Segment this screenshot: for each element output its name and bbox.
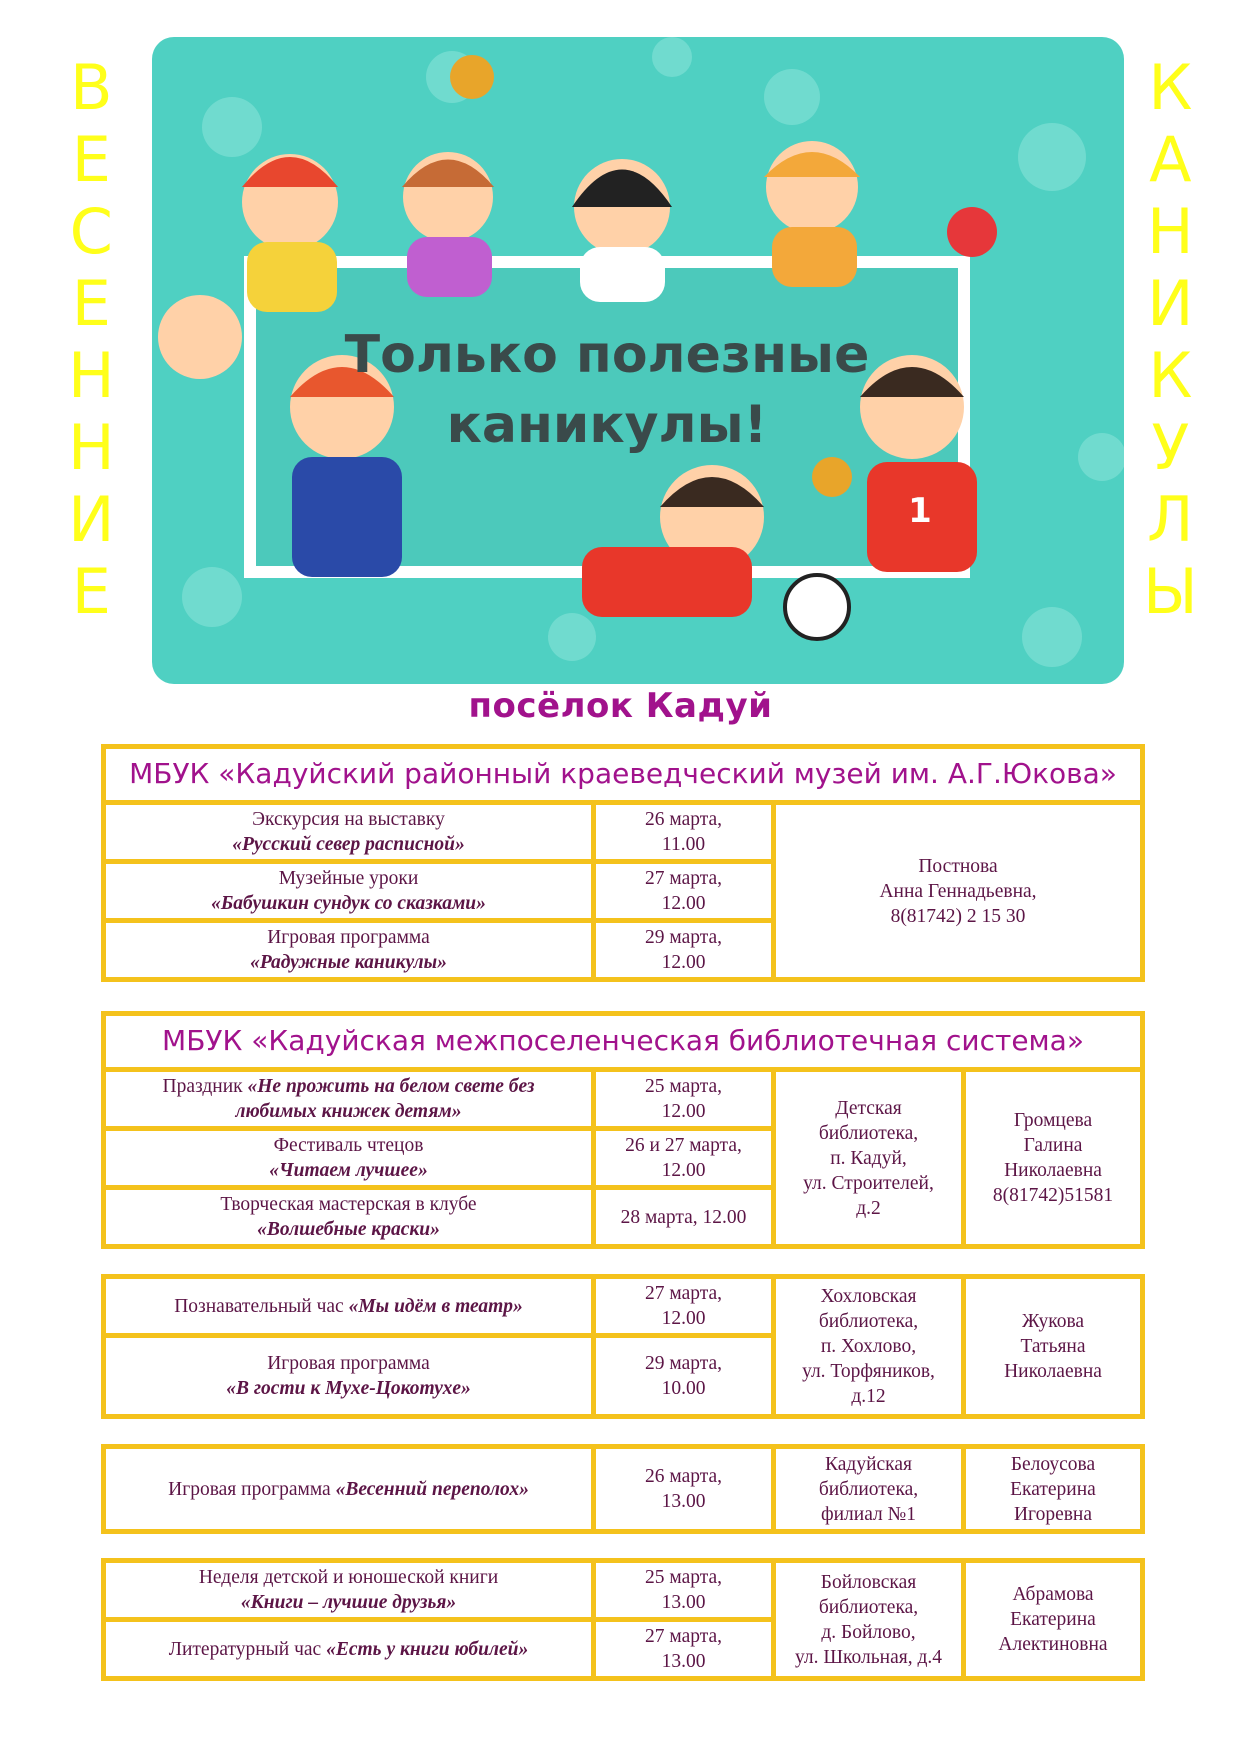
date-cell [596,1190,771,1244]
contact-phone: 8(81742)51581 [992,1185,1114,1206]
event-cell [106,1072,591,1126]
place-cell [776,1563,961,1676]
event-name: «Читаем лучшее» [269,1160,428,1181]
contact-line: Николаевна [1004,1361,1102,1382]
contact-line: Галина [1023,1135,1083,1156]
place-line: библиотека, [818,1311,919,1332]
place-line: Детская [835,1097,902,1119]
event-line [174,1294,523,1319]
contact-cell [966,1563,1140,1676]
time: 11.00 [661,834,706,855]
contact-cell [966,1072,1140,1244]
place-line: д.2 [856,1197,881,1219]
place-line: ул. Школьная, д.4 [794,1646,942,1668]
event-type: Игровая программа [267,1353,430,1374]
date-cell [596,1563,771,1617]
library-section-branch1 [101,1444,1145,1534]
place-line: д.12 [851,1386,886,1407]
place-line: ул. Торфяников, [802,1361,935,1382]
library-section-khokhlovo [101,1274,1145,1419]
museum-table [101,744,1145,982]
event-type: Литературный час [168,1638,327,1660]
contact-cell [776,805,1140,977]
date: 27 марта, [644,1626,723,1647]
event-type: Творческая мастерская в клубе [220,1194,477,1215]
time: 12.00 [661,1160,706,1181]
time: 13.00 [661,1592,706,1613]
contact-line: Абрамова [1012,1584,1094,1605]
place-line: ул. Строителей, [803,1172,934,1194]
event-cell [106,805,591,859]
letter: Н [68,411,115,484]
letter: Ы [1143,555,1198,628]
contact-line: Анна Геннадьевна, [879,880,1037,902]
contact-phone: 8(81742) 2 15 30 [890,905,1026,927]
letter: Л [1147,483,1194,556]
event-name: «Весенний переполох» [335,1478,529,1500]
time: 10.00 [661,1378,706,1399]
event-line [168,1477,529,1502]
event-name: «Русский север расписной» [232,834,465,855]
letter: С [69,195,113,268]
date: 27 марта, [644,868,723,889]
date-cell [596,864,771,918]
vertical-title-left [68,52,115,628]
date-cell [596,805,771,859]
event-name: «В гости к Мухе-Цокотухе» [226,1378,471,1399]
event-cell [106,1190,591,1244]
contact-line: Белоусова [1010,1453,1096,1475]
event-line [169,1637,529,1662]
place-line: филиал №1 [820,1503,917,1525]
banner-text-line1: Только полезные [344,325,870,385]
event-type: Фестиваль чтецов [273,1135,424,1156]
contact-line: Екатерина [1010,1609,1096,1630]
town-title: посёлок Кадуй [468,686,773,726]
letter: Е [71,267,111,340]
vertical-title-right [1143,52,1198,628]
letter: Н [68,339,115,412]
date: 26 марта, [644,1466,723,1487]
date: 26 марта, [644,809,723,830]
event-name: «Бабушкин сундук со сказками» [211,893,486,914]
date: 25 марта, [644,1076,723,1097]
event-type: Праздник [162,1076,248,1097]
contact-line: Жукова [1021,1311,1085,1332]
event-name: «Книги – лучшие друзья» [240,1592,457,1613]
letter: В [70,51,113,124]
letter: Е [71,123,111,196]
contact-line: Постнова [918,855,998,877]
event-cell [106,1131,591,1185]
contact-line: Николаевна [1004,1160,1102,1181]
contact-cell [966,1449,1140,1529]
place-line: Хохловская [820,1286,917,1307]
event-cell [106,1622,591,1676]
letter: И [68,483,115,556]
contact-cell [966,1279,1140,1414]
time: 13.00 [661,1491,706,1512]
place-cell [776,1449,961,1529]
event-cell [106,1449,591,1529]
contact-line: Громцева [1013,1110,1093,1131]
letter: Е [71,555,111,628]
place-line: Бойловская [820,1571,917,1593]
event-type: Музейные уроки [278,868,419,889]
letter: К [1148,51,1193,124]
place-line: п. Кадуй, [830,1147,907,1169]
event-name: «Мы идём в театр» [348,1295,523,1317]
library-table [101,1011,1145,1249]
letter: К [1148,339,1193,412]
event-cell [106,923,591,977]
event-name: «Есть у книги юбилей» [326,1638,529,1660]
date: 27 марта, [644,1283,723,1304]
contact-line: Татьяна [1020,1336,1086,1357]
event-name: «Не прожить на белом свете без [247,1076,535,1097]
date-cell [596,1338,771,1414]
contact-line: Игоревна [1013,1503,1093,1525]
place-line: п. Хохлово, [820,1336,917,1357]
event-type: Экскурсия на выставку [252,809,445,830]
event-name-cont: любимых книжек детям» [235,1101,462,1122]
letter: Н [1147,195,1194,268]
banner-illustration [152,37,1124,684]
banner-text-line2: каникулы! [446,395,768,455]
place-cell [776,1072,961,1244]
event-type: Игровая программа [267,927,430,948]
date-cell [596,1279,771,1333]
time: 12.00 [661,952,706,973]
event-type: Игровая программа [168,1478,336,1500]
date-cell [596,1131,771,1185]
event-cell [106,1563,591,1617]
date: 25 марта, [644,1567,723,1588]
date: 26 и 27 марта, [625,1135,742,1156]
place-line: библиотека, [818,1122,919,1144]
date: 29 марта, [644,1353,723,1374]
event-name: «Радужные каникулы» [250,952,447,973]
letter: У [1151,411,1190,484]
place-cell [776,1279,961,1414]
date-cell [596,923,771,977]
place-line: библиотека, [818,1478,919,1500]
date-cell [596,1622,771,1676]
contact-line: Екатерина [1010,1478,1096,1500]
place-line: Кадуйская [825,1453,912,1475]
date: 29 марта, [644,927,723,948]
letter: И [1147,267,1194,340]
letter: А [1149,123,1192,196]
event-type: Познавательный час [174,1295,349,1317]
event-cell [106,1279,591,1333]
event-cell [106,1338,591,1414]
museum-title: МБУК «Кадуйский районный краеведческий музей им. А.Г.Юкова» [106,749,1140,800]
time: 12.00 [661,893,706,914]
library-section-boylovo [101,1558,1145,1681]
library-title: МБУК «Кадуйская межпоселенческая библиотечная система» [106,1016,1140,1067]
banner-svg [152,37,1124,684]
date: 28 марта, 12.00 [620,1206,747,1228]
place-line: библиотека, [818,1596,919,1618]
time: 13.00 [661,1651,706,1672]
event-line [163,1074,535,1099]
place-line: д. Бойлово, [821,1621,916,1643]
date-cell [596,1449,771,1529]
event-type: Неделя детской и юношеской книги [198,1567,499,1588]
date-cell [596,1072,771,1126]
event-cell [106,864,591,918]
time: 12.00 [661,1101,706,1122]
event-name: «Волшебные краски» [257,1219,440,1240]
time: 12.00 [661,1308,706,1329]
contact-line: Алектиновна [998,1634,1108,1655]
shirt-number: 1 [908,491,932,531]
